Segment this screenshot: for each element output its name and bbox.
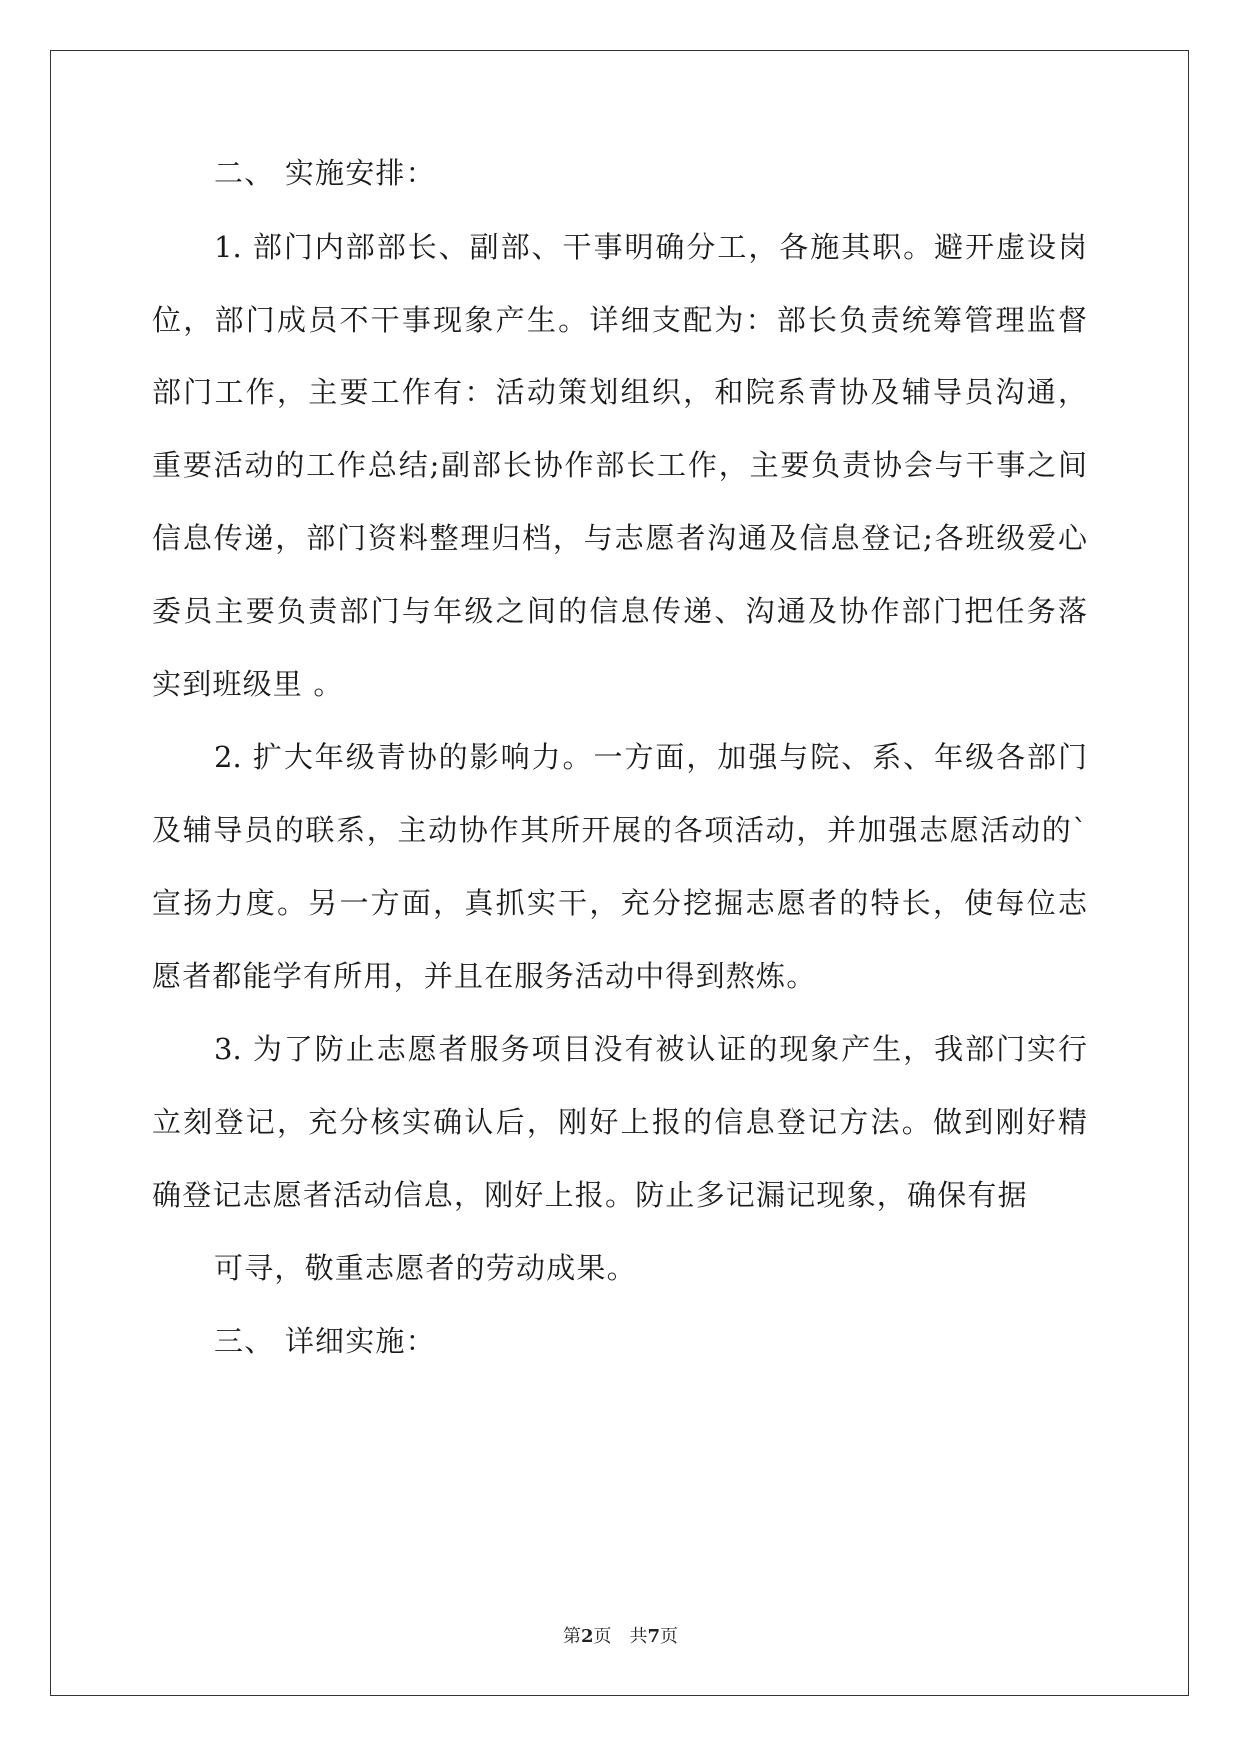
footer-suffix: 页: [660, 1626, 679, 1647]
paragraph-1-line: 信息传递，部门资料整理归档，与志愿者沟通及信息登记;各班级爱心: [152, 521, 1087, 555]
page-border: [50, 50, 1189, 1696]
paragraph-3-line: 确登记志愿者活动信息，刚好上报。防止多记漏记现象，确保有据: [152, 1178, 1028, 1212]
current-page-number: 2: [580, 1626, 594, 1647]
footer-middle: 页 共: [593, 1626, 648, 1647]
paragraph-1-line: 重要活动的工作总结;副部长协作部长工作，主要负责协会与干事之间: [152, 448, 1087, 482]
paragraph-3-line: 3. 为了防止志愿者服务项目没有被认证的现象产生，我部门实行: [214, 1032, 1087, 1066]
paragraph-1-line: 1. 部门内部部长、副部、干事明确分工，各施其职。避开虚设岗: [214, 230, 1087, 264]
paragraph-2-line: 愿者都能学有所用，并且在服务活动中得到熬炼。: [152, 959, 817, 993]
paragraph-2-line: 2. 扩大年级青协的影响力。一方面，加强与院、系、年级各部门: [214, 740, 1087, 774]
paragraph-2-line: 宣扬力度。另一方面，真抓实干，充分挖掘志愿者的特长，使每位志: [152, 886, 1087, 920]
page-number-footer: [0, 1625, 1241, 1649]
paragraph-1-line: 位，部门成员不干事现象产生。详细支配为：部长负责统筹管理监督: [152, 303, 1087, 337]
paragraph-2-line: 及辅导员的联系，主动协作其所开展的各项活动，并加强志愿活动的`: [152, 813, 1087, 847]
paragraph-3-line: 可寻，敬重志愿者的劳动成果。: [214, 1251, 637, 1285]
total-page-count: 7: [647, 1626, 661, 1647]
paragraph-3-line: 立刻登记，充分核实确认后，刚好上报的信息登记方法。做到刚好精: [152, 1105, 1087, 1139]
paragraph-1-line: 实到班级里 。: [152, 667, 344, 701]
section-heading-3: 三、 详细实施：: [214, 1324, 436, 1358]
paragraph-1-line: 委员主要负责部门与年级之间的信息传递、沟通及协作部门把任务落: [152, 594, 1087, 628]
footer-prefix: 第: [562, 1626, 581, 1647]
paragraph-1-line: 部门工作，主要工作有：活动策划组织，和院系青协及辅导员沟通，: [152, 375, 1087, 409]
section-heading-2: 二、 实施安排：: [214, 156, 436, 190]
